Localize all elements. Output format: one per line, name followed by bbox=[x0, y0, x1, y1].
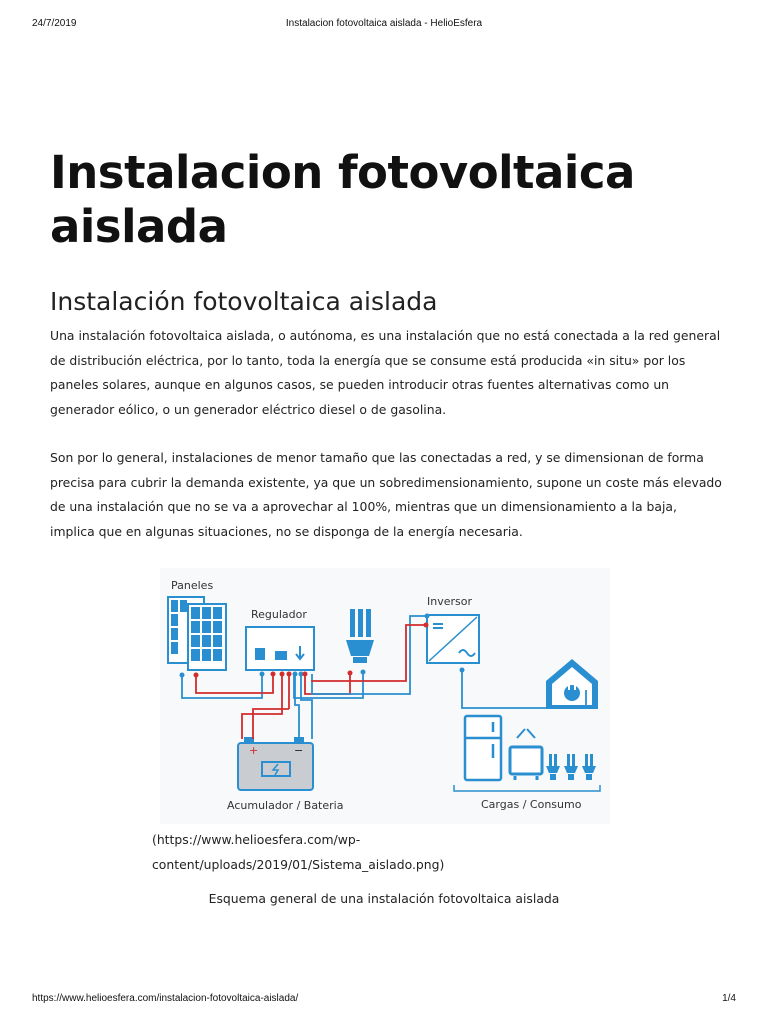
article-subtitle: Instalación fotovoltaica aislada bbox=[50, 287, 438, 316]
label-regulator: Regulador bbox=[251, 608, 307, 621]
page-number: 1/4 bbox=[722, 993, 736, 1004]
fridge-icon bbox=[465, 716, 501, 780]
image-source-link[interactable]: (https://www.helioesfera.com/wp-content/uploads/2019/01/Sistema_aislado.png) bbox=[152, 832, 445, 872]
figure-caption: Esquema general de una instalación fotovoltaica aislada bbox=[208, 891, 560, 906]
print-page-title: Instalacion fotovoltaica aislada - HelioEsfera bbox=[285, 18, 483, 29]
paragraph-intro: Una instalación fotovoltaica aislada, o autónoma, es una instalación que no está conectada a la red general de distribución eléctrica, por lo tanto, toda la energía que se consume está producida «in situ» por los paneles solares, aunque en algunos casos, se pueden introducir otras fuentes alternativas como un generador eólico, o un generador eléctrico diesel o de gasolina. bbox=[50, 328, 721, 418]
battery-icon bbox=[238, 737, 313, 790]
article-title: Instalacion fotovoltaica aislada bbox=[50, 146, 635, 253]
label-loads: Cargas / Consumo bbox=[481, 798, 582, 811]
label-panels: Paneles bbox=[171, 579, 214, 592]
print-date: 24/7/2019 bbox=[32, 18, 77, 29]
paragraph-sizing: Son por lo general, instalaciones de menor tamaño que las conectadas a red, y se dimensionan de forma precisa para cubrir la demanda existente, ya que un sobredimensionamiento, supone un coste más elevado de una instalación que no se va a aprovechar al 100%, mientras que un dimensionamiento a la baja, implica que en algunas situaciones, no se disponga de la energía necesaria. bbox=[50, 450, 722, 540]
label-battery: Acumulador / Bateria bbox=[227, 799, 344, 812]
label-inverter: Inversor bbox=[427, 595, 472, 608]
solar-panels-icon bbox=[168, 597, 226, 670]
inverter-icon bbox=[427, 615, 479, 663]
svg-text:+: + bbox=[249, 744, 259, 757]
print-url: https://www.helioesfera.com/instalacion-fotovoltaica-aislada/ bbox=[32, 993, 299, 1004]
svg-text:−: − bbox=[294, 744, 304, 757]
isolated-system-diagram bbox=[160, 568, 610, 824]
charge-regulator-icon bbox=[246, 627, 314, 670]
